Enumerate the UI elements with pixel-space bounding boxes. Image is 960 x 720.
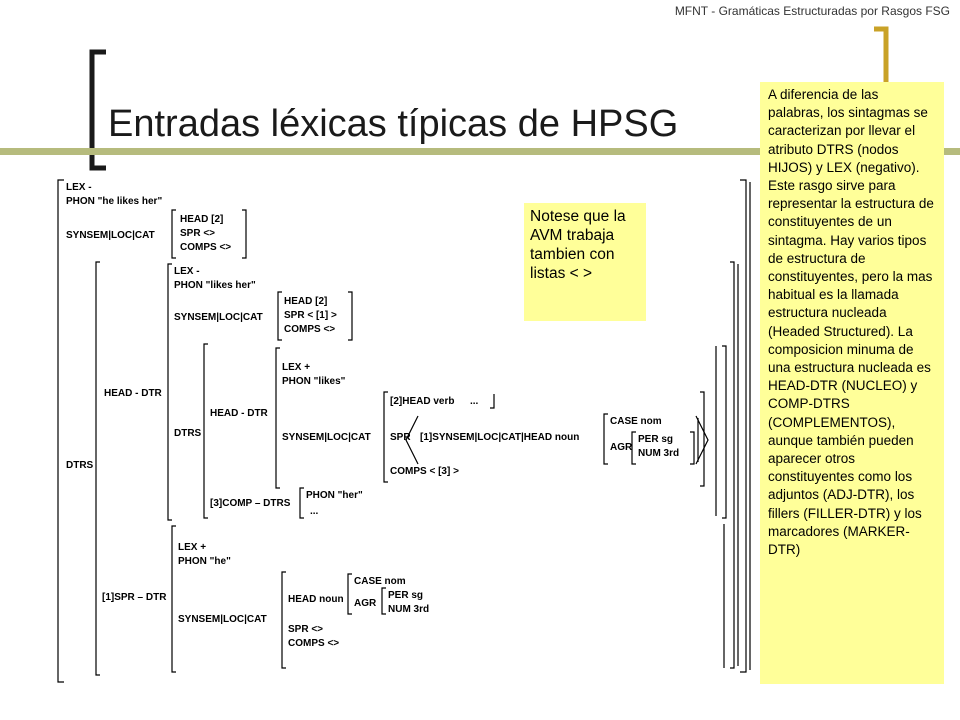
avm-per-sg: PER sg	[638, 434, 674, 445]
avm-head-dtr: HEAD - DTR	[104, 388, 162, 399]
avm-lex-neg: LEX -	[66, 182, 92, 193]
avm-head-2: HEAD [2]	[180, 214, 224, 225]
avm-num-3rd-2: NUM 3rd	[388, 604, 430, 615]
avm-bracket-outer-left	[58, 180, 64, 682]
avm-lex-neg-2: LEX -	[174, 266, 200, 277]
avm-head-dtr-inner: HEAD - DTR	[210, 408, 268, 419]
avm-comps-empty: COMPS <>	[180, 242, 232, 253]
avm-head-verb: [2]HEAD verb	[390, 396, 455, 407]
avm-bracket-head-dtr	[168, 264, 172, 520]
avm-spr-1: SPR < [1] >	[284, 310, 337, 321]
avm-head-noun: HEAD noun	[288, 594, 344, 605]
avm-bracket-dtrs	[96, 262, 100, 675]
avm-synsem-4: SYNSEM|LOC|CAT	[178, 614, 267, 625]
avm-spr-path: [1]SYNSEM|LOC|CAT|HEAD noun	[420, 432, 580, 443]
avm-phon-top: PHON "he likes her"	[66, 196, 163, 207]
avm-comps-empty-2: COMPS <>	[284, 324, 336, 335]
slide-title: Entradas léxicas típicas de HPSG	[108, 103, 679, 145]
avm-per-sg-2: PER sg	[388, 590, 424, 601]
avm-lex-pos: LEX +	[282, 362, 311, 373]
avm-agr: AGR	[610, 442, 633, 453]
avm-num-3rd: NUM 3rd	[638, 448, 680, 459]
avm-dots-1: ...	[470, 396, 479, 407]
avm-comps-empty-3: COMPS <>	[288, 638, 340, 649]
header-source-text: MFNT - Gramáticas Estructuradas por Rasgos FSG	[674, 4, 950, 18]
avm-spr-empty: SPR <>	[180, 228, 216, 239]
lists-note: Notese que la AVM trabaja tambien con listas < >	[524, 203, 646, 321]
avm-synsem-3: SYNSEM|LOC|CAT	[282, 432, 371, 443]
avm-agr-2: AGR	[354, 598, 377, 609]
avm-comp-dtrs: [3]COMP – DTRS	[210, 498, 291, 509]
avm-phon-likes-her: PHON "likes her"	[174, 280, 256, 291]
avm-dtrs: DTRS	[66, 460, 94, 471]
avm-phon-likes: PHON "likes"	[282, 376, 346, 387]
avm-case-nom-2: CASE nom	[354, 576, 406, 587]
avm-spr-empty-2: SPR <>	[288, 624, 324, 635]
avm-spr-label: SPR	[390, 432, 411, 443]
avm-bracket-outer-right	[740, 180, 746, 672]
avm-phon-he: PHON "he"	[178, 556, 231, 567]
avm-dtrs-inner: DTRS	[174, 428, 202, 439]
avm-phon-her: PHON "her"	[306, 490, 363, 501]
explanation-note: A diferencia de las palabras, los sintagmas se caracterizan por llevar el atributo DTRS (nodos HIJOS) y LEX (negativo). Este rasgo sirve para representar la estructura de constituyentes de un sintagma. Hay varios tipos de estructura de constituyentes, pero la mas habitual es la llamada estructura nucleada (Headed Structured). La composicion minuma de una estructura nucleada es HEAD-DTR (NUCLEO) y COMP-DTRS (COMPLEMENTOS), aunque también pueden aparecer otros constituyentes como los adjuntos (ADJ-DTR), los fillers (FILLER-DTR) y los marcadores (MARKER-DTR)	[760, 82, 944, 684]
avm-comps-3: COMPS < [3] >	[390, 466, 459, 477]
avm-dots-2: ...	[310, 506, 319, 517]
avm-synsem-2: SYNSEM|LOC|CAT	[174, 312, 263, 323]
avm-case-nom: CASE nom	[610, 416, 662, 427]
avm-head-2b: HEAD [2]	[284, 296, 328, 307]
avm-synsem-top: SYNSEM|LOC|CAT	[66, 230, 155, 241]
avm-bracket-synsem-top	[172, 210, 176, 258]
avm-lex-pos-2: LEX +	[178, 542, 207, 553]
avm-bracket-spr-dtr	[172, 526, 176, 672]
avm-spr-dtr: [1]SPR – DTR	[102, 592, 167, 603]
